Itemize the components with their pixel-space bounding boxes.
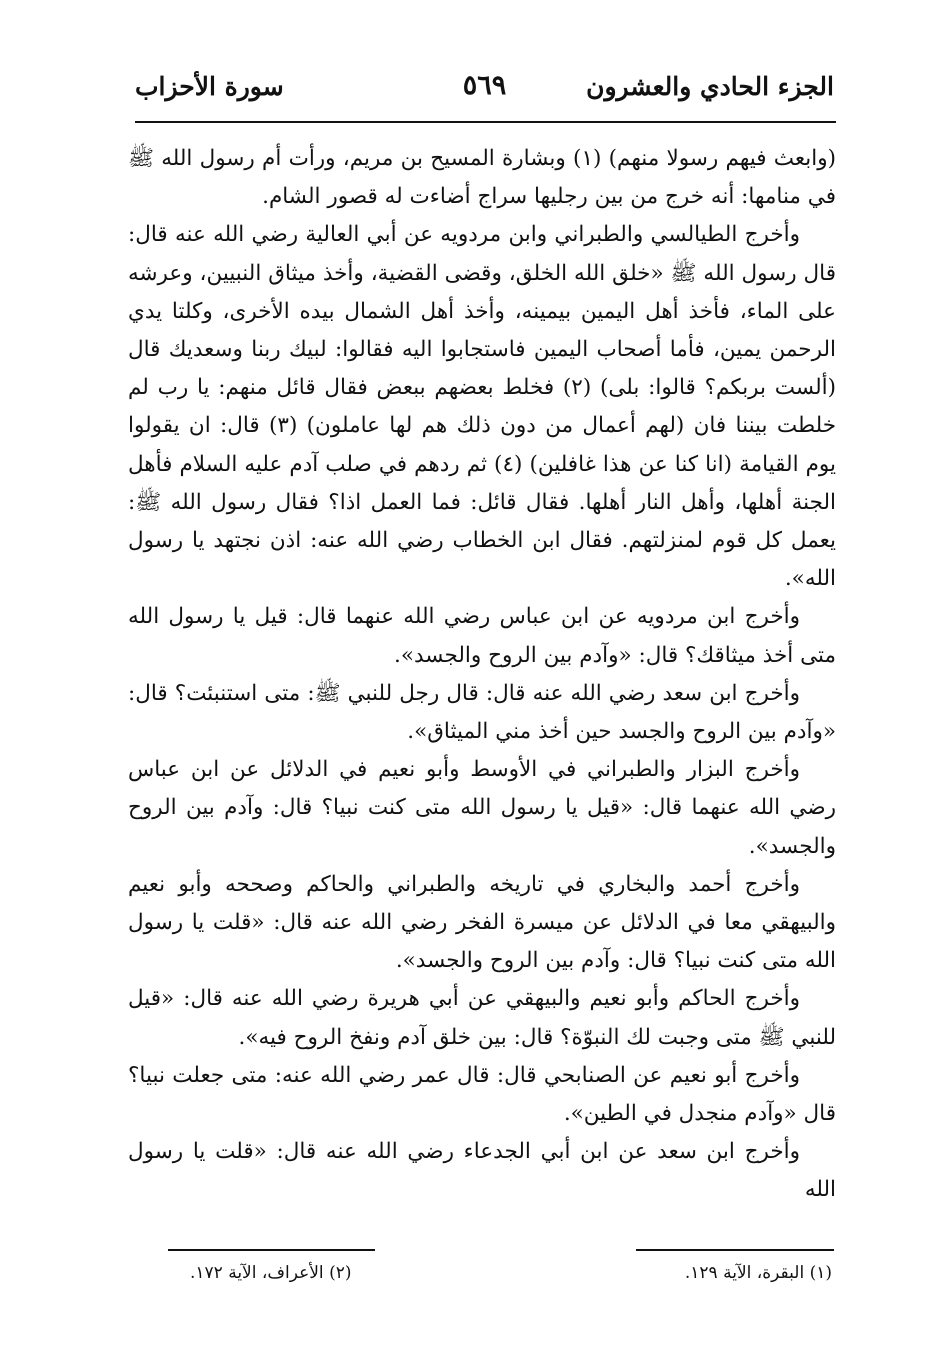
paragraph: وأخرج الحاكم وأبو نعيم والبيهقي عن أبي هريرة رضي الله عنه قال: «قيل للنبي ﷺ متى وجبت لك النبوّة؟ قال: بين خلق آدم ونفخ الروح فيه». xyxy=(128,986,836,1050)
header-rule xyxy=(135,121,836,123)
paragraph: وأخرج ابن سعد رضي الله عنه قال: قال رجل للنبي ﷺ: متى استنبئت؟ قال: «وآدم بين الروح والجسد حين أخذ مني الميثاق». xyxy=(128,680,836,745)
paragraph: وأخرج ابن سعد عن ابن أبي الجدعاء رضي الله عنه قال: «قلت يا رسول الله xyxy=(128,1139,836,1203)
footnote-rule xyxy=(636,1249,834,1251)
running-head-surah: سورة الأحزاب xyxy=(135,72,284,101)
paragraph: وأخرج أحمد والبخاري في تاريخه والطبراني والحاكم وصححه وأبو نعيم والبيهقي معا في الدلائل عن ميسرة الفخر رضي الله عنه قال: «قلت يا رسول الله متى كنت نبيا؟ قال: وآدم بين الروح والجسد». xyxy=(128,871,836,974)
footnote-2: (٢) الأعراف، الآية ١٧٢. xyxy=(190,1263,352,1283)
footnote-1: (١) البقرة، الآية ١٢٩. xyxy=(684,1263,832,1283)
footnote-rule xyxy=(168,1249,375,1251)
paragraph: وأخرج أبو نعيم عن الصنابحي قال: قال عمر رضي الله عنه: متى جعلت نبيا؟ قال «وآدم منجدل في الطين». xyxy=(128,1062,836,1127)
main-text xyxy=(128,140,836,1210)
paragraph: وأخرج ابن مردويه عن ابن عباس رضي الله عنهما قال: قيل يا رسول الله متى أخذ ميثاقك؟ قال: «وآدم بين الروح والجسد». xyxy=(128,604,836,668)
paragraph: وأخرج الطيالسي والطبراني وابن مردويه عن أبي العالية رضي الله عنه قال: قال رسول الله ﷺ «خلق الله الخلق، وقضى القضية، وأخذ ميثاق النبيين، وعرشه على الماء، فأخذ أهل اليمين بيمينه، وأخذ أهل الشمال بيده الأخرى، وكلتا يدي الرحمن يمين، فأما أصحاب اليمين فاستجابوا اليه فقالوا: لبيك ربنا وسعديك قال (ألست بربكم؟ قالوا: بلى) (٢) فخلط بعضهم ببعض فقال قائل منهم: يا رب لم خلطت بيننا فان (لهم أعمال من دون ذلك هم لها عاملون) (٣) قال: ان يقولوا يوم القيامة (انا كنا عن هذا غافلين) (٤) ثم ردهم في صلب آدم عليه السلام فأهل الجنة أهلها، وأهل النار أهلها. فقال قائل: فما العمل اذا؟ فقال رسول الله ﷺ: يعمل كل قوم لمنزلتهم. فقال ابن الخطاب رضي الله عنه: اذن نجتهد يا رسول الله». xyxy=(128,222,836,592)
paragraph: (وابعث فيهم رسولا منهم) (١) وبشارة المسيح بن مريم، ورأت أم رسول الله ﷺ في منامها: أنه خرج من بين رجليها سراج أضاءت له قصور الشام. xyxy=(128,146,836,210)
paragraph: وأخرج البزار والطبراني في الأوسط وأبو نعيم في الدلائل عن ابن عباس رضي الله عنهما قال: «قيل يا رسول الله متى كنت نبيا؟ قال: وآدم بين الروح والجسد». xyxy=(128,757,836,859)
running-head-part: الجزء الحادي والعشرون xyxy=(586,72,834,101)
page-header xyxy=(135,70,834,114)
page-number: ٥٦٩ xyxy=(462,70,507,101)
